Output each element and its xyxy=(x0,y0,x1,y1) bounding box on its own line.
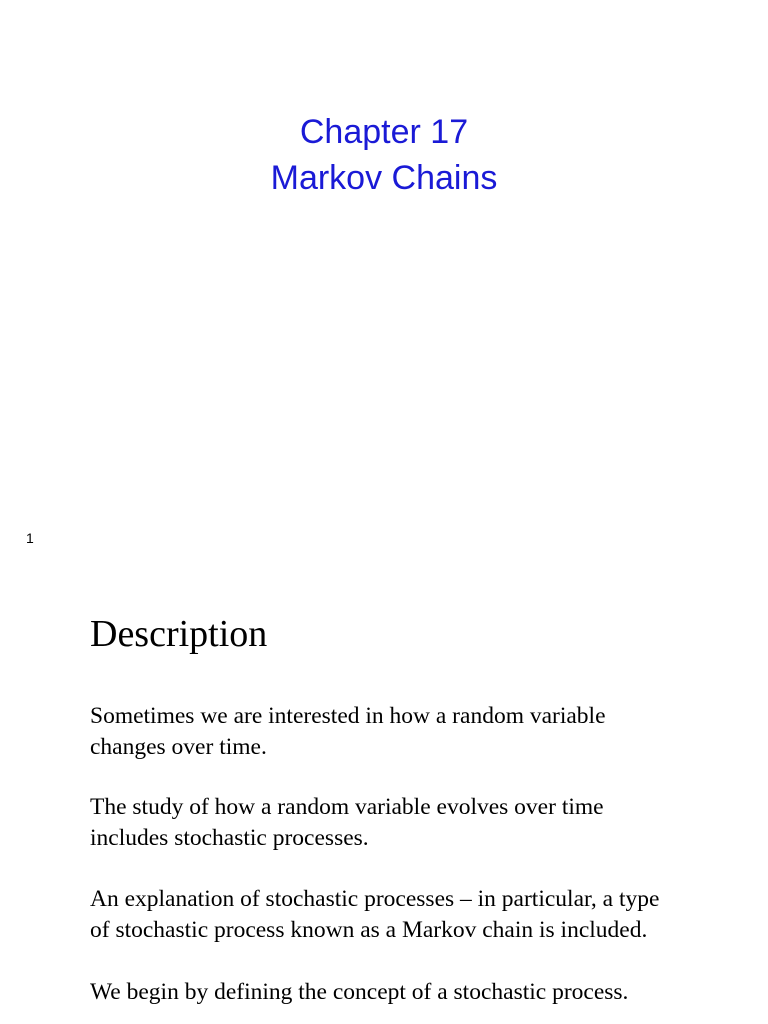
paragraph-line: We begin by defining the concept of a stochastic process. xyxy=(90,979,629,1005)
paragraph-line: includes stochastic processes. xyxy=(90,825,369,851)
paragraph-study xyxy=(90,792,740,854)
paragraph-line: An explanation of stochastic processes – in particular, a type xyxy=(90,886,660,912)
paragraph-begin xyxy=(90,977,740,1008)
chapter-title: Chapter 17 xyxy=(299,113,469,151)
paragraph-line: The study of how a random variable evolves over time xyxy=(90,794,604,820)
paragraph-explanation xyxy=(90,884,740,946)
paragraph-intro xyxy=(90,701,740,763)
chapter-subtitle: Markov Chains xyxy=(270,159,498,197)
paragraph-line: changes over time. xyxy=(90,734,267,760)
page-number: 1 xyxy=(26,530,34,546)
paragraph-line: of stochastic process known as a Markov chain is included. xyxy=(90,917,648,943)
paragraph-line: Sometimes we are interested in how a random variable xyxy=(90,703,606,729)
section-heading: Description xyxy=(90,613,268,655)
